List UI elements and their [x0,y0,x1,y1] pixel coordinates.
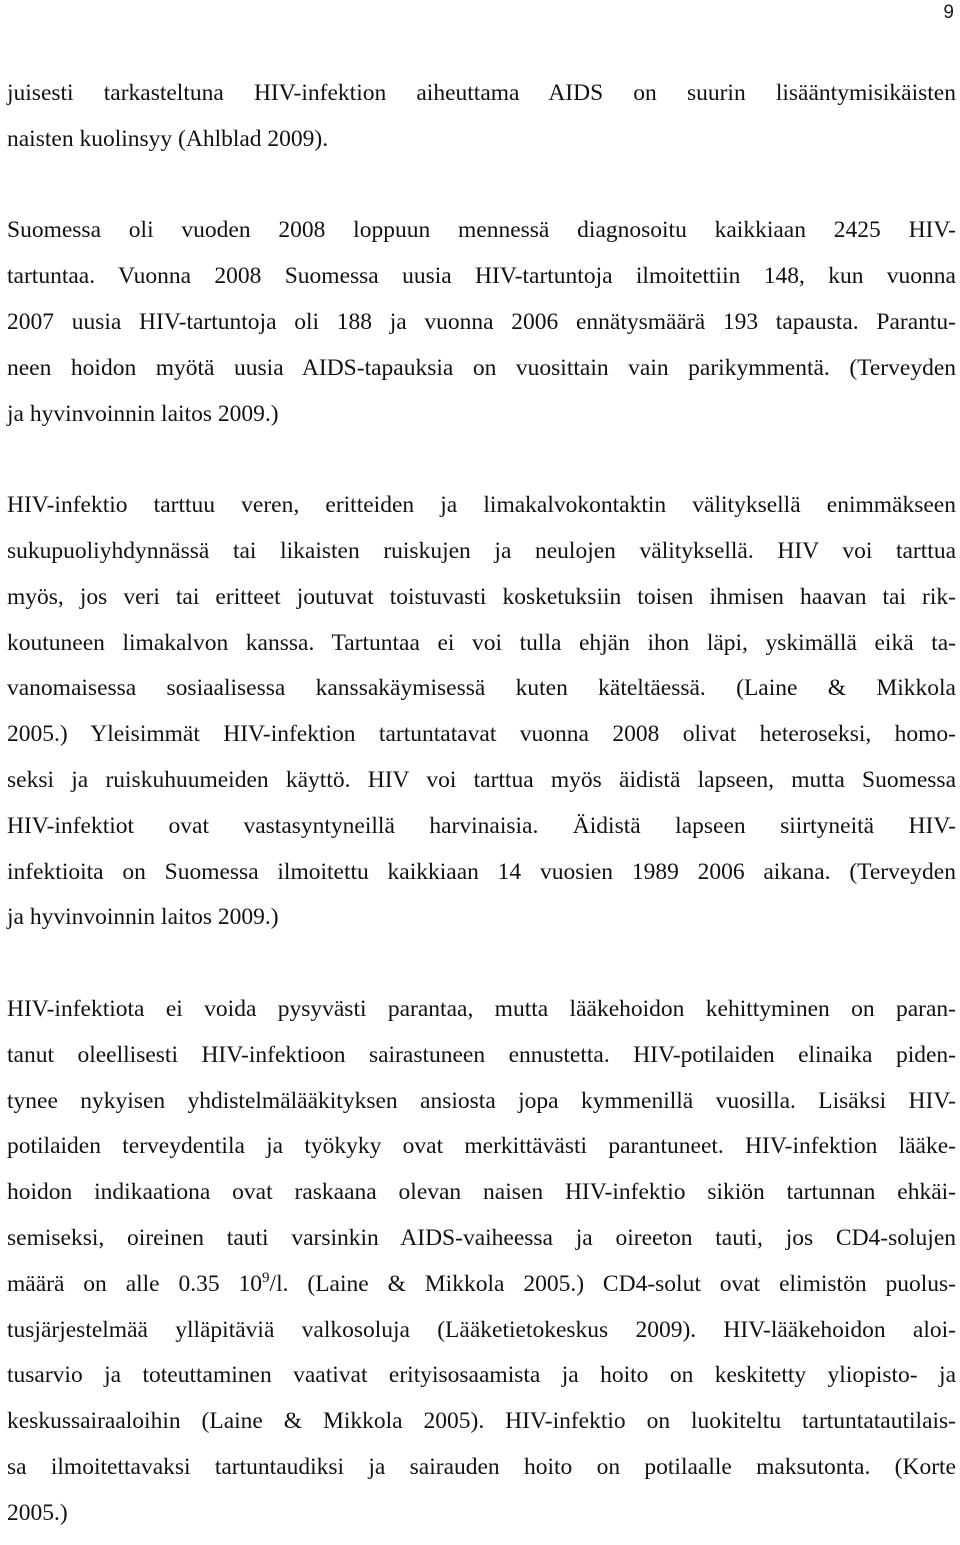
text-line: neen hoidon myötä uusia AIDS-tapauksia on vuosittain vain parikymmentä. (Terveyden [7,354,956,381]
text-line: tanut oleellisesti HIV-infektioon sairastuneen ennustetta. HIV-potilaiden elinaika piden- [7,1041,956,1068]
text-fragment: määrä on alle 0.35 10 [7,1270,263,1297]
text-line: HIV-infektio tarttuu veren, eritteiden ja limakalvokontaktin välityksellä enimmäkseen [7,492,956,519]
paragraph-gap [7,941,956,987]
text-line: infektioita on Suomessa ilmoitettu kaikkiaan 14 vuosien 1989 2006 aikana. (Terveyden [7,858,956,885]
text-line: keskussairaaloihin (Laine & Mikkola 2005). HIV-infektio on luokiteltu tartuntatautilais- [7,1408,956,1435]
paragraph-gap [7,437,956,483]
text-line: 2005.) [7,1499,68,1526]
text-line: ja hyvinvoinnin laitos 2009.) [7,904,279,931]
text-line: koutuneen limakalvon kanssa. Tartuntaa ei voi tulla ehjän ihon läpi, yskimällä eikä ta- [7,629,956,656]
text-line: HIV-infektiot ovat vastasyntyneillä harvinaisia. Äidistä lapseen siirtyneitä HIV- [7,812,956,839]
text-line: sukupuoliyhdynnässä tai likaisten ruiskujen ja neulojen välityksellä. HIV voi tarttua [7,537,956,564]
text-line: 2007 uusia HIV-tartuntoja oli 188 ja vuonna 2006 ennätysmäärä 193 tapausta. Parantu- [7,308,956,335]
text-line: potilaiden terveydentila ja työkyky ovat merkittävästi parantuneet. HIV-infektion lääke- [7,1133,956,1160]
text-line: sa ilmoitettavaksi tartuntaudiksi ja sairauden hoito on potilaalle maksutonta. (Korte [7,1453,956,1480]
text-line: naisten kuolinsyy (Ahlblad 2009). [7,125,329,152]
paragraph-gap [7,163,956,209]
text-line: 2005.) Yleisimmät HIV-infektion tartuntatavat vuonna 2008 olivat heteroseksi, homo- [7,721,956,748]
text-line: vanomaisessa sosiaalisessa kanssakäymisessä kuten käteltäessä. (Laine & Mikkola [7,675,956,702]
text-line: semiseksi, oireinen tauti varsinkin AIDS-vaiheessa ja oireeton tauti, jos CD4-solujen [7,1224,956,1251]
text-fragment: /l. (Laine & Mikkola 2005.) CD4-solut ovat elimistön puolus- [269,1270,956,1297]
text-line: juisesti tarkasteltuna HIV-infektion aiheuttama AIDS on suurin lisääntymisikäisten [7,80,956,106]
text-line: tusarvio ja toteuttaminen vaativat erityisosaamista ja hoito on keskitetty yliopisto- ja [7,1362,956,1389]
text-line: HIV-infektiota ei voida pysyvästi parantaa, mutta lääkehoidon kehittyminen on paran- [7,995,956,1022]
text-line: myös, jos veri tai eritteet joutuvat toistuvasti kosketuksiin toisen ihmisen haavan tai rik- [7,583,956,610]
text-line: Suomessa oli vuoden 2008 loppuun mennessä diagnosoitu kaikkiaan 2425 HIV- [7,217,956,244]
text-line: seksi ja ruiskuhuumeiden käyttö. HIV voi tarttua myös äidistä lapseen, mutta Suomessa [7,766,956,793]
text-line: tusjärjestelmää ylläpitäviä valkosoluja (Lääketietokeskus 2009). HIV-lääkehoidon aloi- [7,1316,956,1343]
text-line-with-superscript [7,1262,956,1308]
text-line: ja hyvinvoinnin laitos 2009.) [7,400,279,427]
page-number: 9 [943,2,954,23]
text-line: tartuntaa. Vuonna 2008 Suomessa uusia HIV-tartuntoja ilmoitettiin 148, kun vuonna [7,263,956,290]
text-line: tynee nykyisen yhdistelmälääkityksen ansiosta jopa kymmenillä vuosilla. Lisäksi HIV- [7,1087,956,1114]
superscript: 9 [262,1269,270,1286]
text-line: hoidon indikaationa ovat raskaana olevan naisen HIV-infektio sikiön tartunnan ehkäi- [7,1179,956,1206]
body-text [7,71,956,1537]
